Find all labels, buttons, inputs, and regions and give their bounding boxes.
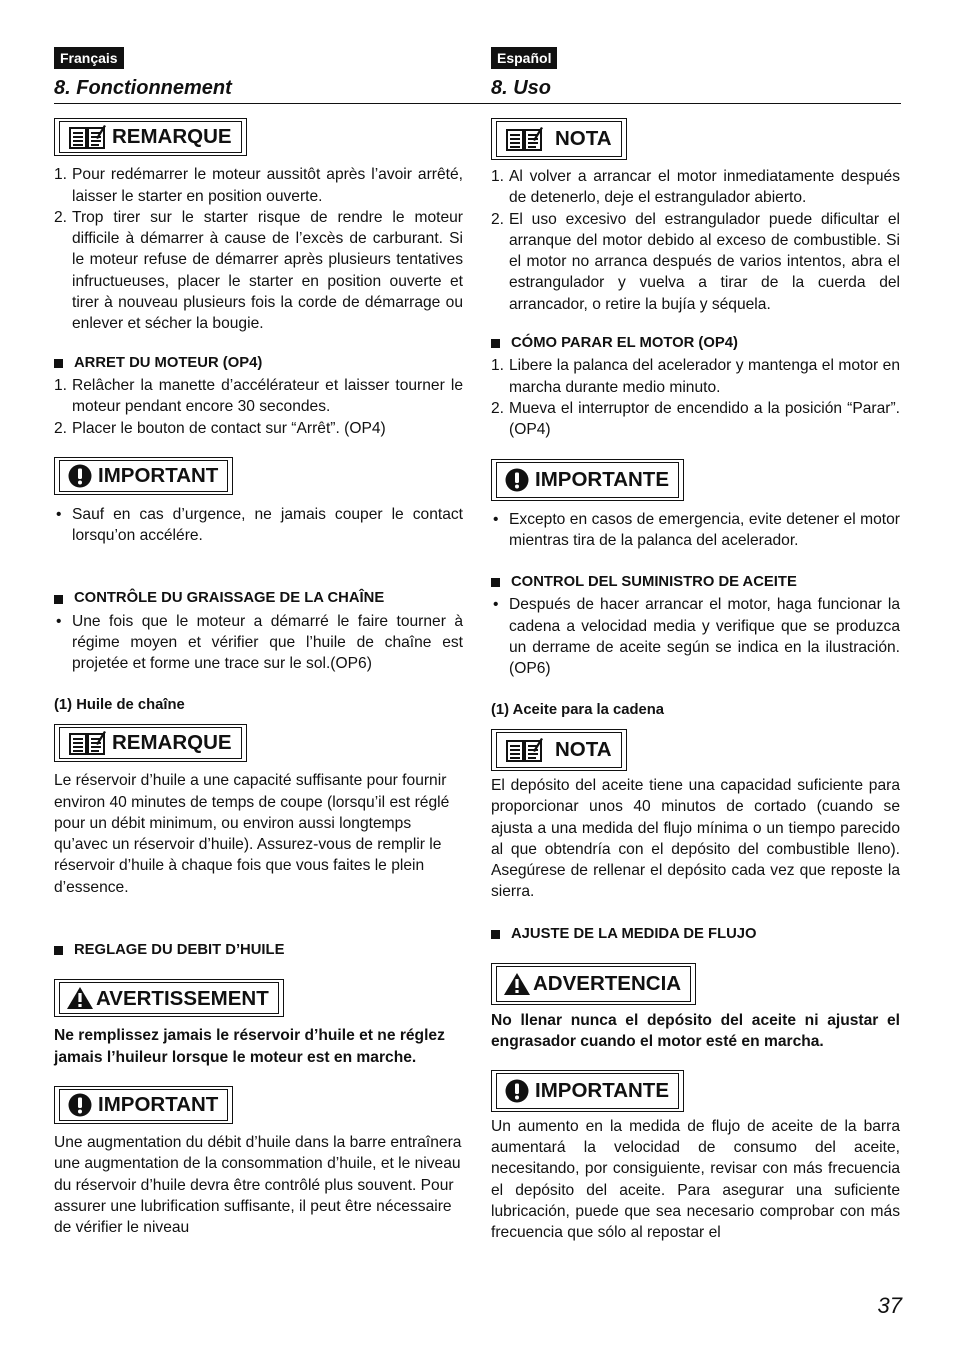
square-bullet-icon (491, 578, 500, 587)
subheading-aceite: CONTROL DEL SUMINISTRO DE ACEITE (491, 572, 900, 593)
importante-label: IMPORTANTE (535, 1078, 670, 1102)
section-title-french: 8. Fonctionnement (54, 77, 232, 99)
importante-label: IMPORTANTE (535, 467, 670, 491)
nota-paragraph: El depósito del aceite tiene una capacidad suficiente para proporcionar unos 40 minutos de cortado (cuando se ajusta a una medida del flujo mínima o un tiempo parecido al que obtendría con el depósito del combustible lleno). Asegúrese de rellenar el depósito cada vez que reposte la sierra. (491, 776, 900, 901)
section-title-spanish: 8. Uso (491, 77, 552, 99)
subheading-arret: ARRET DU MOTEUR (OP4) (54, 353, 463, 374)
avertissement-badge (54, 979, 284, 1017)
square-bullet-icon (54, 595, 63, 604)
graissage-list (54, 611, 463, 675)
nota-label: NOTA (555, 738, 612, 762)
page-number: 37 (877, 1293, 902, 1318)
list-item: 1. Pour redémarrer le moteur aussitôt après l’avoir arrêté, laisser le starter en position ouverte. (54, 166, 463, 205)
warning-triangle-icon (66, 986, 94, 1010)
advertencia-label: ADVERTENCIA (533, 972, 682, 996)
caption-huile: (1) Huile de chaîne (54, 696, 185, 713)
nota-badge (491, 729, 627, 771)
important-paragraph: Une augmentation du débit d’huile dans la barre entraînera une augmentation de la consommation d’huile, et le niveau du réservoir d’huile devra être contrôlé plus souvent. Pour assurer une lubrification suffisante, il peut être nécessaire de vérifier le niveau (54, 1133, 462, 1237)
list-item: • Después de hacer arrancar el motor, haga funcionar la cadena a velocidad media y verifique que se produzca un derrame de aceite según se indica en la ilustración. (OP6) (493, 596, 900, 678)
square-bullet-icon (54, 359, 63, 368)
important-list (54, 504, 463, 547)
list-item: • Une fois que le moteur a démarré le faire tourner à régime moyen et vérifier que l’huile de chaîne est projetée et forme une trace sur le sol.(OP6) (56, 612, 463, 673)
spanish-column (491, 118, 900, 1243)
note-book-icon (68, 124, 106, 150)
advertencia-badge (491, 963, 696, 1005)
note-book-icon (68, 730, 106, 756)
important-label: IMPORTANT (98, 1093, 219, 1117)
remarque-label: REMARQUE (112, 731, 232, 755)
subheading-ajuste: AJUSTE DE LA MEDIDA DE FLUJO (491, 924, 900, 945)
avertissement-paragraph: Ne remplissez jamais le réservoir d’huile et ne réglez jamais l’huileur lorsque le moteur est en marche. (54, 1027, 445, 1066)
header-rule (54, 103, 901, 104)
importante-list (491, 509, 900, 552)
nota-list (491, 166, 900, 315)
exclamation-icon (505, 1079, 529, 1103)
list-item: 2. Placer le bouton de contact sur “Arrêt”. (OP4) (54, 419, 386, 437)
arret-list (54, 375, 463, 439)
remarque-label: REMARQUE (112, 125, 232, 149)
importante-badge (491, 459, 684, 501)
subheading-parar: CÓMO PARAR EL MOTOR (OP4) (491, 333, 900, 354)
list-item: 1. Al volver a arrancar el motor inmediatamente después de detenerlo, deje el estrangulador abierto. (491, 168, 900, 207)
warning-triangle-icon (503, 972, 531, 996)
important-label: IMPORTANT (98, 464, 219, 488)
remarque-paragraph: Le réservoir d’huile a une capacité suffisante pour fournir environ 40 minutes de temps de coupe (lorsqu’il est réglé pour un débit minimum, ou environ aussi longtemps qu’avec un réservoir d’huile). Assurez-vous de remplir le réservoir d’huile à chaque fois que vous faites le plein d’essence. (54, 772, 450, 896)
importante-badge (491, 1070, 684, 1112)
remarque-badge (54, 724, 247, 762)
language-tab-spanish: Español (491, 47, 557, 69)
caption-aceite: (1) Aceite para la cadena (491, 701, 664, 718)
important-badge (54, 1086, 233, 1124)
list-item: • Sauf en cas d’urgence, ne jamais couper le contact lorsqu’on accélére. (56, 505, 463, 545)
exclamation-icon (68, 464, 92, 488)
list-item: 1. Relâcher la manette d’accélérateur et laisser tourner le moteur pendant encore 30 secondes. (54, 376, 463, 416)
exclamation-icon (505, 468, 529, 492)
subheading-graissage: CONTRÔLE DU GRAISSAGE DE LA CHAÎNE (54, 588, 463, 609)
important-badge (54, 457, 233, 495)
exclamation-icon (68, 1093, 92, 1117)
parar-list (491, 355, 900, 440)
remarque-badge (54, 118, 247, 156)
avertissement-label: AVERTISSEMENT (96, 986, 269, 1010)
importante-paragraph: Un aumento en la medida de flujo de aceite de la barra aumentará la velocidad de consumo del aceite, necesitando, por consiguiente, revisar con más frecuencia el depósito del aceite. Para asegurar una suficiente lubricación, puede que sea necesario comprobar con más frecuencia que sólo al repostar el (491, 1117, 900, 1242)
square-bullet-icon (491, 930, 500, 939)
language-tab-french: Français (54, 47, 124, 69)
square-bullet-icon (491, 339, 500, 348)
list-item: 2. Mueva el interruptor de encendido a la posición “Parar”. (OP4) (491, 399, 900, 439)
note-book-icon (505, 126, 543, 152)
subheading-reglage: REGLAGE DU DEBIT D’HUILE (54, 940, 463, 961)
list-item: • Excepto en casos de emergencia, evite detener el motor mientras tira de la palanca del acelerador. (493, 510, 900, 549)
remarque-list (54, 164, 463, 334)
list-item: 1. Libere la palanca del acelerador y mantenga el motor en marcha durante medio minuto. (491, 357, 900, 396)
list-item: 2. Trop tirer sur le starter risque de rendre le moteur difficile à démarrer à cause de l’excès de carburant. Si le moteur refuse de démarrer après plusieurs tentatives infructueuses, placer le starter en position ouverte et tirer à nouveau plusieurs fois la corde de démarrage ou enlever et sécher la bougie. (54, 208, 463, 333)
advertencia-paragraph: No llenar nunca el depósito del aceite ni ajustar el engrasador cuando el motor esté en marcha. (491, 1012, 900, 1051)
french-column (54, 118, 463, 1238)
aceite-list (491, 594, 900, 679)
nota-badge (491, 118, 627, 160)
note-book-icon (505, 737, 543, 763)
nota-label: NOTA (555, 127, 612, 151)
list-item: 2. El uso excesivo del estrangulador puede dificultar el arranque del motor debido al exceso de combustible. Si el motor no arranca después de varios intentos, abra el estrangulador y vuelva a tirar de la cuerda del arrancador, o retire la bujía y séquela. (491, 210, 900, 313)
square-bullet-icon (54, 946, 63, 955)
